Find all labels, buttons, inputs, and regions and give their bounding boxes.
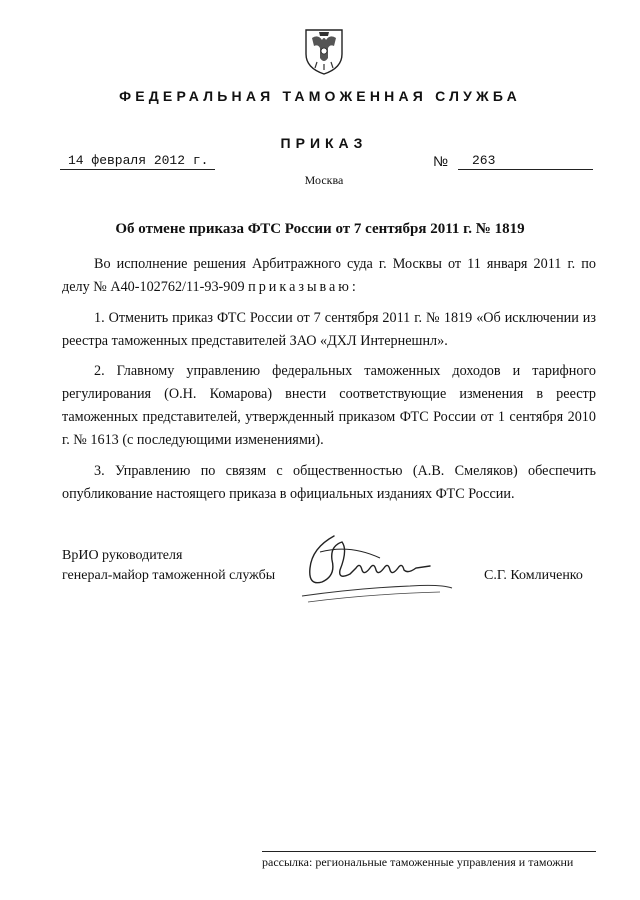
order-word: приказываю: [248,279,359,295]
order-item-2: 2. Главному управлению федеральных таможенных доходов и тарифного регулирования (О.Н. Комарова) внести соответствующие изменения в реестр таможенных представителей, утвержденный приказом ФТС России от 1 сентября 2010 г. № 1613 (с последующими изменениями). [62,363,596,448]
intro-text: Во исполнение решения Арбитражного суда г. Москвы от 11 января 2011 г. по делу № А40-102762/11-93-909 [62,256,596,295]
signer-position [62,546,275,586]
agency-name: ФЕДЕРАЛЬНАЯ ТАМОЖЕННАЯ СЛУЖБА [119,88,521,104]
signer-position-line-1: ВрИО руководителя [62,548,183,563]
footer-divider [262,851,596,852]
order-item-1: 1. Отменить приказ ФТС России от 7 сентября 2011 г. № 1819 «Об исключении из реестра таможенных представителей ЗАО «ДХЛ Интернешнл». [62,310,596,349]
order-number: 263 [458,152,593,170]
issue-city: Москва [304,173,344,187]
signer-name: С.Г. Комличенко [484,568,583,583]
intro-paragraph [62,253,596,299]
order-date: 14 февраля 2012 г. [60,152,215,170]
order-item-3: 3. Управлению по связям с общественностью (А.В. Смеляков) обеспечить опубликование настоящего приказа в официальных изданиях ФТС России. [62,463,596,502]
distribution-list: рассылка: региональные таможенные управления и таможни [262,855,574,869]
signer-position-line-2: генерал-майор таможенной службы [62,568,276,583]
document-type: ПРИКАЗ [280,135,368,151]
handwritten-signature [290,530,460,610]
document-title: Об отмене приказа ФТС России от 7 сентября 2011 г. № 1819 [115,221,525,237]
order-number-label: № [433,153,449,169]
russian-coat-of-arms-icon [302,24,346,76]
